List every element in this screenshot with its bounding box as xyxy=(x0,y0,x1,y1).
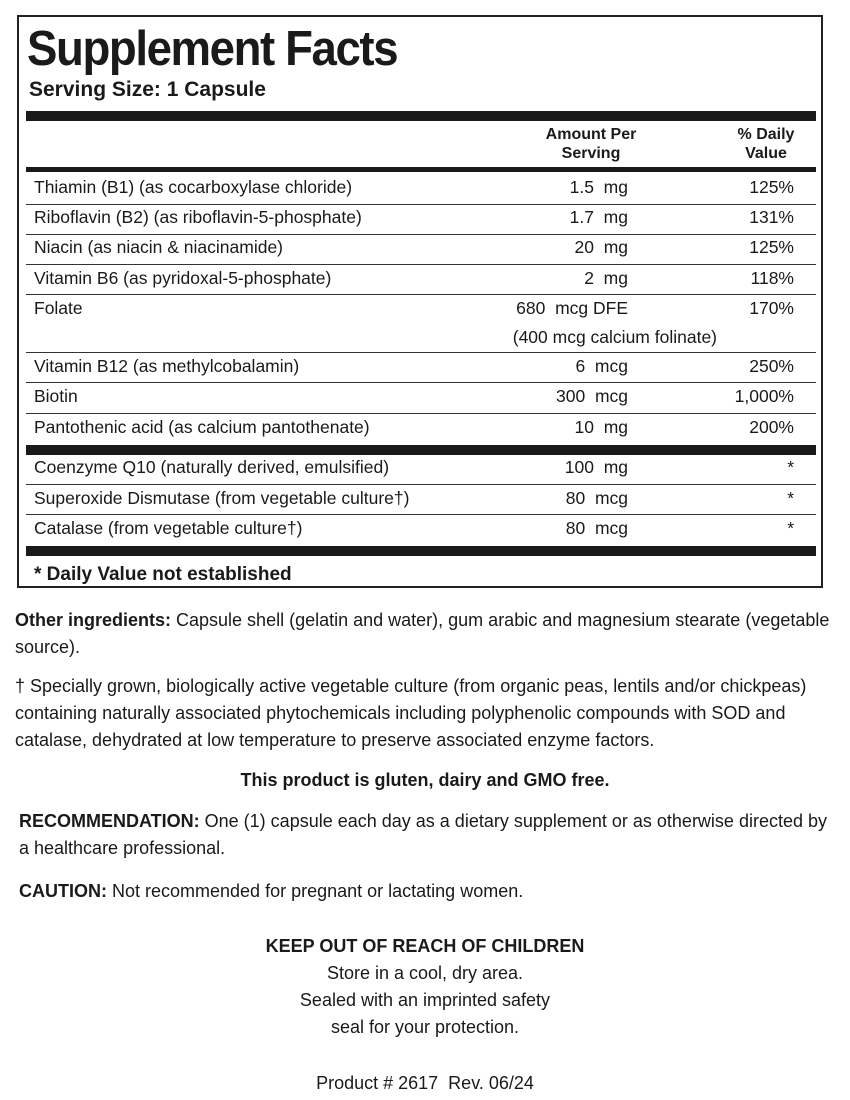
nutrient-row xyxy=(26,267,816,289)
nutrient-daily-value: 1,000% xyxy=(734,386,794,406)
recommendation-label: RECOMMENDATION: xyxy=(19,811,200,831)
dv-header-line-2: Value xyxy=(745,145,787,162)
product-info: Product # 2617 Rev. 06/24 xyxy=(316,1073,534,1093)
row-divider xyxy=(26,264,816,265)
caution xyxy=(19,878,834,905)
nutrient-amount: 80 mcg xyxy=(565,488,628,508)
nutrient-name: Coenzyme Q10 (naturally derived, emulsified) xyxy=(34,457,390,477)
nutrient-row xyxy=(26,517,816,539)
nutrient-name: Thiamin (B1) (as cocarboxylase chloride) xyxy=(34,177,353,197)
nutrient-source-note: (400 mcg calcium folinate) xyxy=(512,327,717,347)
nutrient-row xyxy=(26,206,816,228)
nutrient-daily-value: * xyxy=(787,488,794,508)
other-ingredients xyxy=(15,607,830,661)
nutrient-amount: 10 mg xyxy=(574,417,628,437)
dagger-note: † Specially grown, biologically active vegetable culture (from organic peas, lentils and/or chickpeas) containing naturally associated phytochemicals including polyphenolic compounds with SOD and catalase, dehydrated at low temperature to preserve associated enzyme factors. xyxy=(15,676,807,750)
nutrient-amount: 6 mcg xyxy=(575,356,628,376)
nutrient-row xyxy=(26,456,816,478)
allergen-statement: This product is gluten, dairy and GMO free. xyxy=(240,770,610,790)
row-divider xyxy=(26,204,816,205)
amount-header-line-2: Serving xyxy=(561,145,621,162)
thick-divider-bottom xyxy=(26,546,816,556)
header-divider xyxy=(26,167,816,172)
nutrient-row xyxy=(26,297,816,347)
nutrient-daily-value: 131% xyxy=(749,207,794,227)
nutrient-amount: 100 mg xyxy=(564,457,628,477)
nutrient-name: Catalase (from vegetable culture†) xyxy=(34,518,303,538)
row-divider xyxy=(26,352,816,353)
nutrient-daily-value: * xyxy=(787,457,794,477)
storage-line-1: Store in a cool, dry area. xyxy=(326,963,524,983)
nutrient-amount: 2 mg xyxy=(584,268,628,288)
nutrient-row xyxy=(26,385,816,407)
recommendation xyxy=(19,808,831,862)
nutrient-name: Riboflavin (B2) (as riboflavin-5-phosphate) xyxy=(34,207,362,227)
row-divider xyxy=(26,382,816,383)
nutrient-row xyxy=(26,355,816,377)
nutrient-daily-value: 200% xyxy=(749,417,794,437)
row-divider xyxy=(26,234,816,235)
amount-header-line-1: Amount Per xyxy=(545,126,637,143)
nutrient-amount: 80 mcg xyxy=(565,518,628,538)
serving-size: Serving Size: 1 Capsule xyxy=(29,78,266,101)
nutrient-daily-value: 125% xyxy=(749,237,794,257)
nutrient-name: Biotin xyxy=(34,386,78,406)
thick-divider-middle xyxy=(26,445,816,455)
nutrient-row xyxy=(26,416,816,438)
nutrient-daily-value: 250% xyxy=(749,356,794,376)
nutrient-name: Niacin (as niacin & niacinamide) xyxy=(34,237,283,257)
keep-out-warning: KEEP OUT OF REACH OF CHILDREN xyxy=(265,936,585,956)
nutrient-name: Pantothenic acid (as calcium pantothenate) xyxy=(34,417,370,437)
other-ingredients-label: Other ingredients: xyxy=(15,610,172,630)
nutrient-amount: 1.5 mg xyxy=(569,177,628,197)
storage-line-3: seal for your protection. xyxy=(330,1017,520,1037)
nutrient-row xyxy=(26,236,816,258)
row-divider xyxy=(26,484,816,485)
storage-line-2: Sealed with an imprinted safety xyxy=(299,990,551,1010)
row-divider xyxy=(26,413,816,414)
supplement-facts-panel xyxy=(17,15,823,588)
nutrient-name: Folate xyxy=(34,298,83,318)
other-ingredients-text: Capsule shell (gelatin and water), gum arabic and magnesium stearate (vegetable source). xyxy=(15,610,830,657)
nutrient-amount: 1.7 mg xyxy=(569,207,628,227)
amount-column-header xyxy=(521,125,661,163)
nutrient-name: Vitamin B6 (as pyridoxal-5-phosphate) xyxy=(34,268,332,288)
nutrient-amount: 20 mg xyxy=(574,237,628,257)
nutrient-amount: 300 mcg xyxy=(556,386,628,406)
row-divider xyxy=(26,294,816,295)
dv-header-line-1: % Daily xyxy=(737,126,795,143)
caution-text: Not recommended for pregnant or lactating women. xyxy=(107,881,524,901)
daily-value-footnote: * Daily Value not established xyxy=(34,564,292,585)
dv-column-header xyxy=(696,125,836,163)
nutrient-amount: 680 mcg DFE xyxy=(516,298,628,318)
nutrient-name: Superoxide Dismutase (from vegetable culture†) xyxy=(34,488,410,508)
nutrient-daily-value: 170% xyxy=(749,298,794,318)
nutrient-row xyxy=(26,176,816,198)
row-divider xyxy=(26,514,816,515)
nutrient-daily-value: * xyxy=(787,518,794,538)
caution-label: CAUTION: xyxy=(19,881,107,901)
nutrient-daily-value: 118% xyxy=(750,268,794,288)
nutrient-name: Vitamin B12 (as methylcobalamin) xyxy=(34,356,300,376)
nutrient-daily-value: 125% xyxy=(749,177,794,197)
nutrient-row xyxy=(26,487,816,509)
recommendation-text: One (1) capsule each day as a dietary supplement or as otherwise directed by a healthcare professional. xyxy=(19,811,827,858)
thick-divider-top xyxy=(26,111,816,121)
panel-title: Supplement Facts xyxy=(27,22,398,76)
